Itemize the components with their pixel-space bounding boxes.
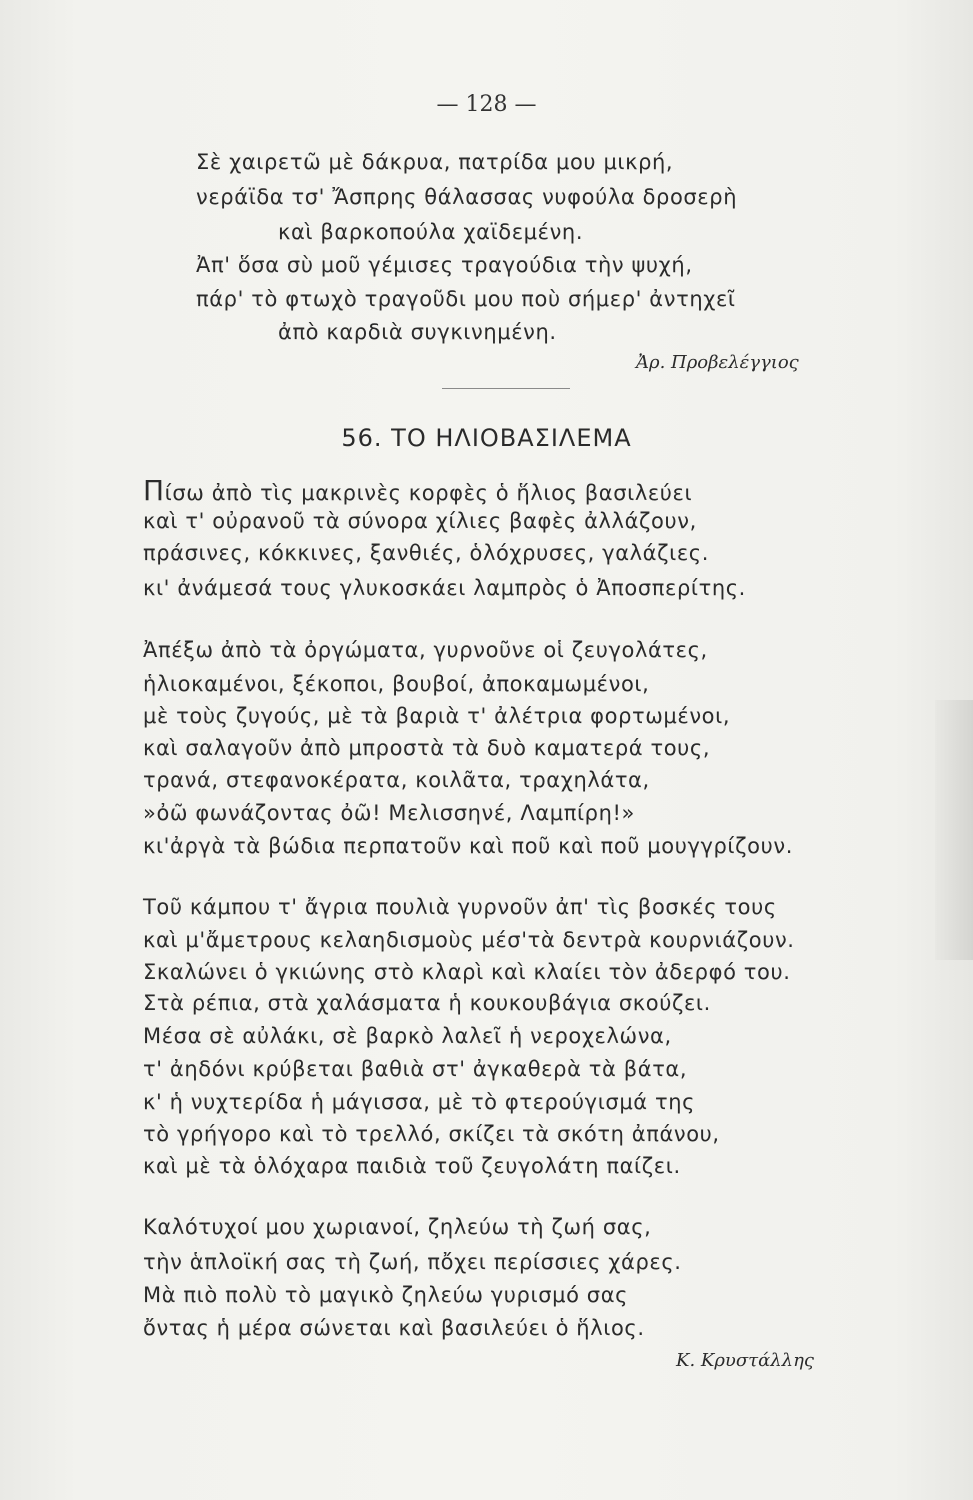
verse-line: Ἀπέξω ἀπὸ τὰ ὀργώματα, γυρνοῦνε οἱ ζευγολάτες, [143,638,708,662]
verse-line: ἀπὸ καρδιὰ συγκινημένη. [278,320,557,344]
verse-line: Μὰ πιὸ πολὺ τὸ μαγικὸ ζηλεύω γυρισμό σας [143,1283,629,1307]
verse-line: καὶ μὲ τὰ ὁλόχαρα παιδιὰ τοῦ ζευγολάτη παίζει. [143,1154,681,1178]
drop-cap: Π [143,474,165,507]
verse-line: Ἀπ' ὅσα σὺ μοῦ γέμισες τραγούδια τὴν ψυχή, [196,253,693,277]
verse-line: τρανά, στεφανοκέρατα, κοιλᾶτα, τραχηλάτα, [143,768,650,792]
author-signature: Ἀρ. Προβελέγγιος [636,352,799,373]
verse-line: ἡλιοκαμένοι, ξέκοποι, βουβοί, ἀποκαμωμένοι, [143,672,650,696]
section-divider [442,388,570,389]
verse-line: Μέσα σὲ αὐλάκι, σὲ βαρκὸ λαλεῖ ἡ νεροχελώνα, [143,1024,672,1048]
verse-line: κι'ἀργὰ τὰ βώδια περπατοῦν καὶ ποῦ καὶ ποῦ μουγγρίζουν. [143,834,793,858]
verse-line: καὶ μ'ἄμετρους κελαηδισμοὺς μέσ'τὰ δεντρὰ κουρνιάζουν. [143,928,795,952]
verse-line: τ' ἀηδόνι κρύβεται βαθιὰ στ' ἀγκαθερὰ τὰ βάτα, [143,1057,688,1081]
scan-edge-shadow [935,700,973,960]
verse-line: Σὲ χαιρετῶ μὲ δάκρυα, πατρίδα μου μικρή, [196,150,674,174]
verse-line: καὶ τ' οὐρανοῦ τὰ σύνορα χίλιες βαφὲς ἀλλάζουν, [143,509,697,533]
verse-line: »ὀῶ φωνάζοντας ὀῶ! Μελισσηνέ, Λαμπίρη!» [143,801,635,825]
verse-line: πράσινες, κόκκινες, ξανθιές, ὁλόχρυσες, γαλάζιες. [143,541,709,565]
verse-line: κ' ἡ νυχτερίδα ἡ μάγισσα, μὲ τὸ φτερούγισμά της [143,1090,696,1114]
verse-line: νεράϊδα τσ' Ἄσπρης θάλασσας νυφούλα δροσερὴ [196,185,738,209]
poem-title: 56. ΤΟ ΗΛΙΟΒΑΣΙΛΕΜΑ [341,424,632,452]
verse-line: Καλότυχοί μου χωριανοί, ζηλεύω τὴ ζωή σας, [143,1215,652,1239]
page-number: — 128 — [436,92,537,117]
verse-line: κι' ἀνάμεσά τους γλυκοσκάει λαμπρὸς ὁ Ἀποσπερίτης. [143,576,746,600]
verse-line: Σκαλώνει ὁ γκιώνης στὸ κλαρὶ καὶ κλαίει τὸν ἀδερφό του. [143,960,791,984]
author-signature: Κ. Κρυστάλλης [676,1350,814,1371]
verse-line: καὶ σαλαγοῦν ἀπὸ μπροστὰ τὰ δυὸ καματερά τους, [143,736,711,760]
verse-line: Πίσω ἀπὸ τὶς μακρινὲς κορφὲς ὁ ἥλιος βασιλεύει [143,474,693,507]
verse-line: τὸ γρήγορο καὶ τὸ τρελλό, σκίζει τὰ σκότη ἀπάνου, [143,1122,720,1146]
verse-line: Τοῦ κάμπου τ' ἄγρια πουλιὰ γυρνοῦν ἀπ' τὶς βοσκές τους [143,895,777,919]
verse-line: καὶ βαρκοπούλα χαϊδεμένη. [278,220,584,244]
verse-line: Στὰ ρέπια, στὰ χαλάσματα ἡ κουκουβάγια σκούζει. [143,991,711,1015]
verse-line: ὄντας ἡ μέρα σώνεται καὶ βασιλεύει ὁ ἥλιος. [143,1316,645,1340]
verse-line: πάρ' τὸ φτωχὸ τραγοῦδι μου ποὺ σήμερ' ἀντηχεῖ [196,287,736,311]
verse-line: μὲ τοὺς ζυγούς, μὲ τὰ βαριὰ τ' ἀλέτρια φορτωμένοι, [143,704,731,728]
verse-line: τὴν ἁπλοϊκή σας τὴ ζωή, πὄχει περίσσιες χάρες. [143,1250,682,1274]
